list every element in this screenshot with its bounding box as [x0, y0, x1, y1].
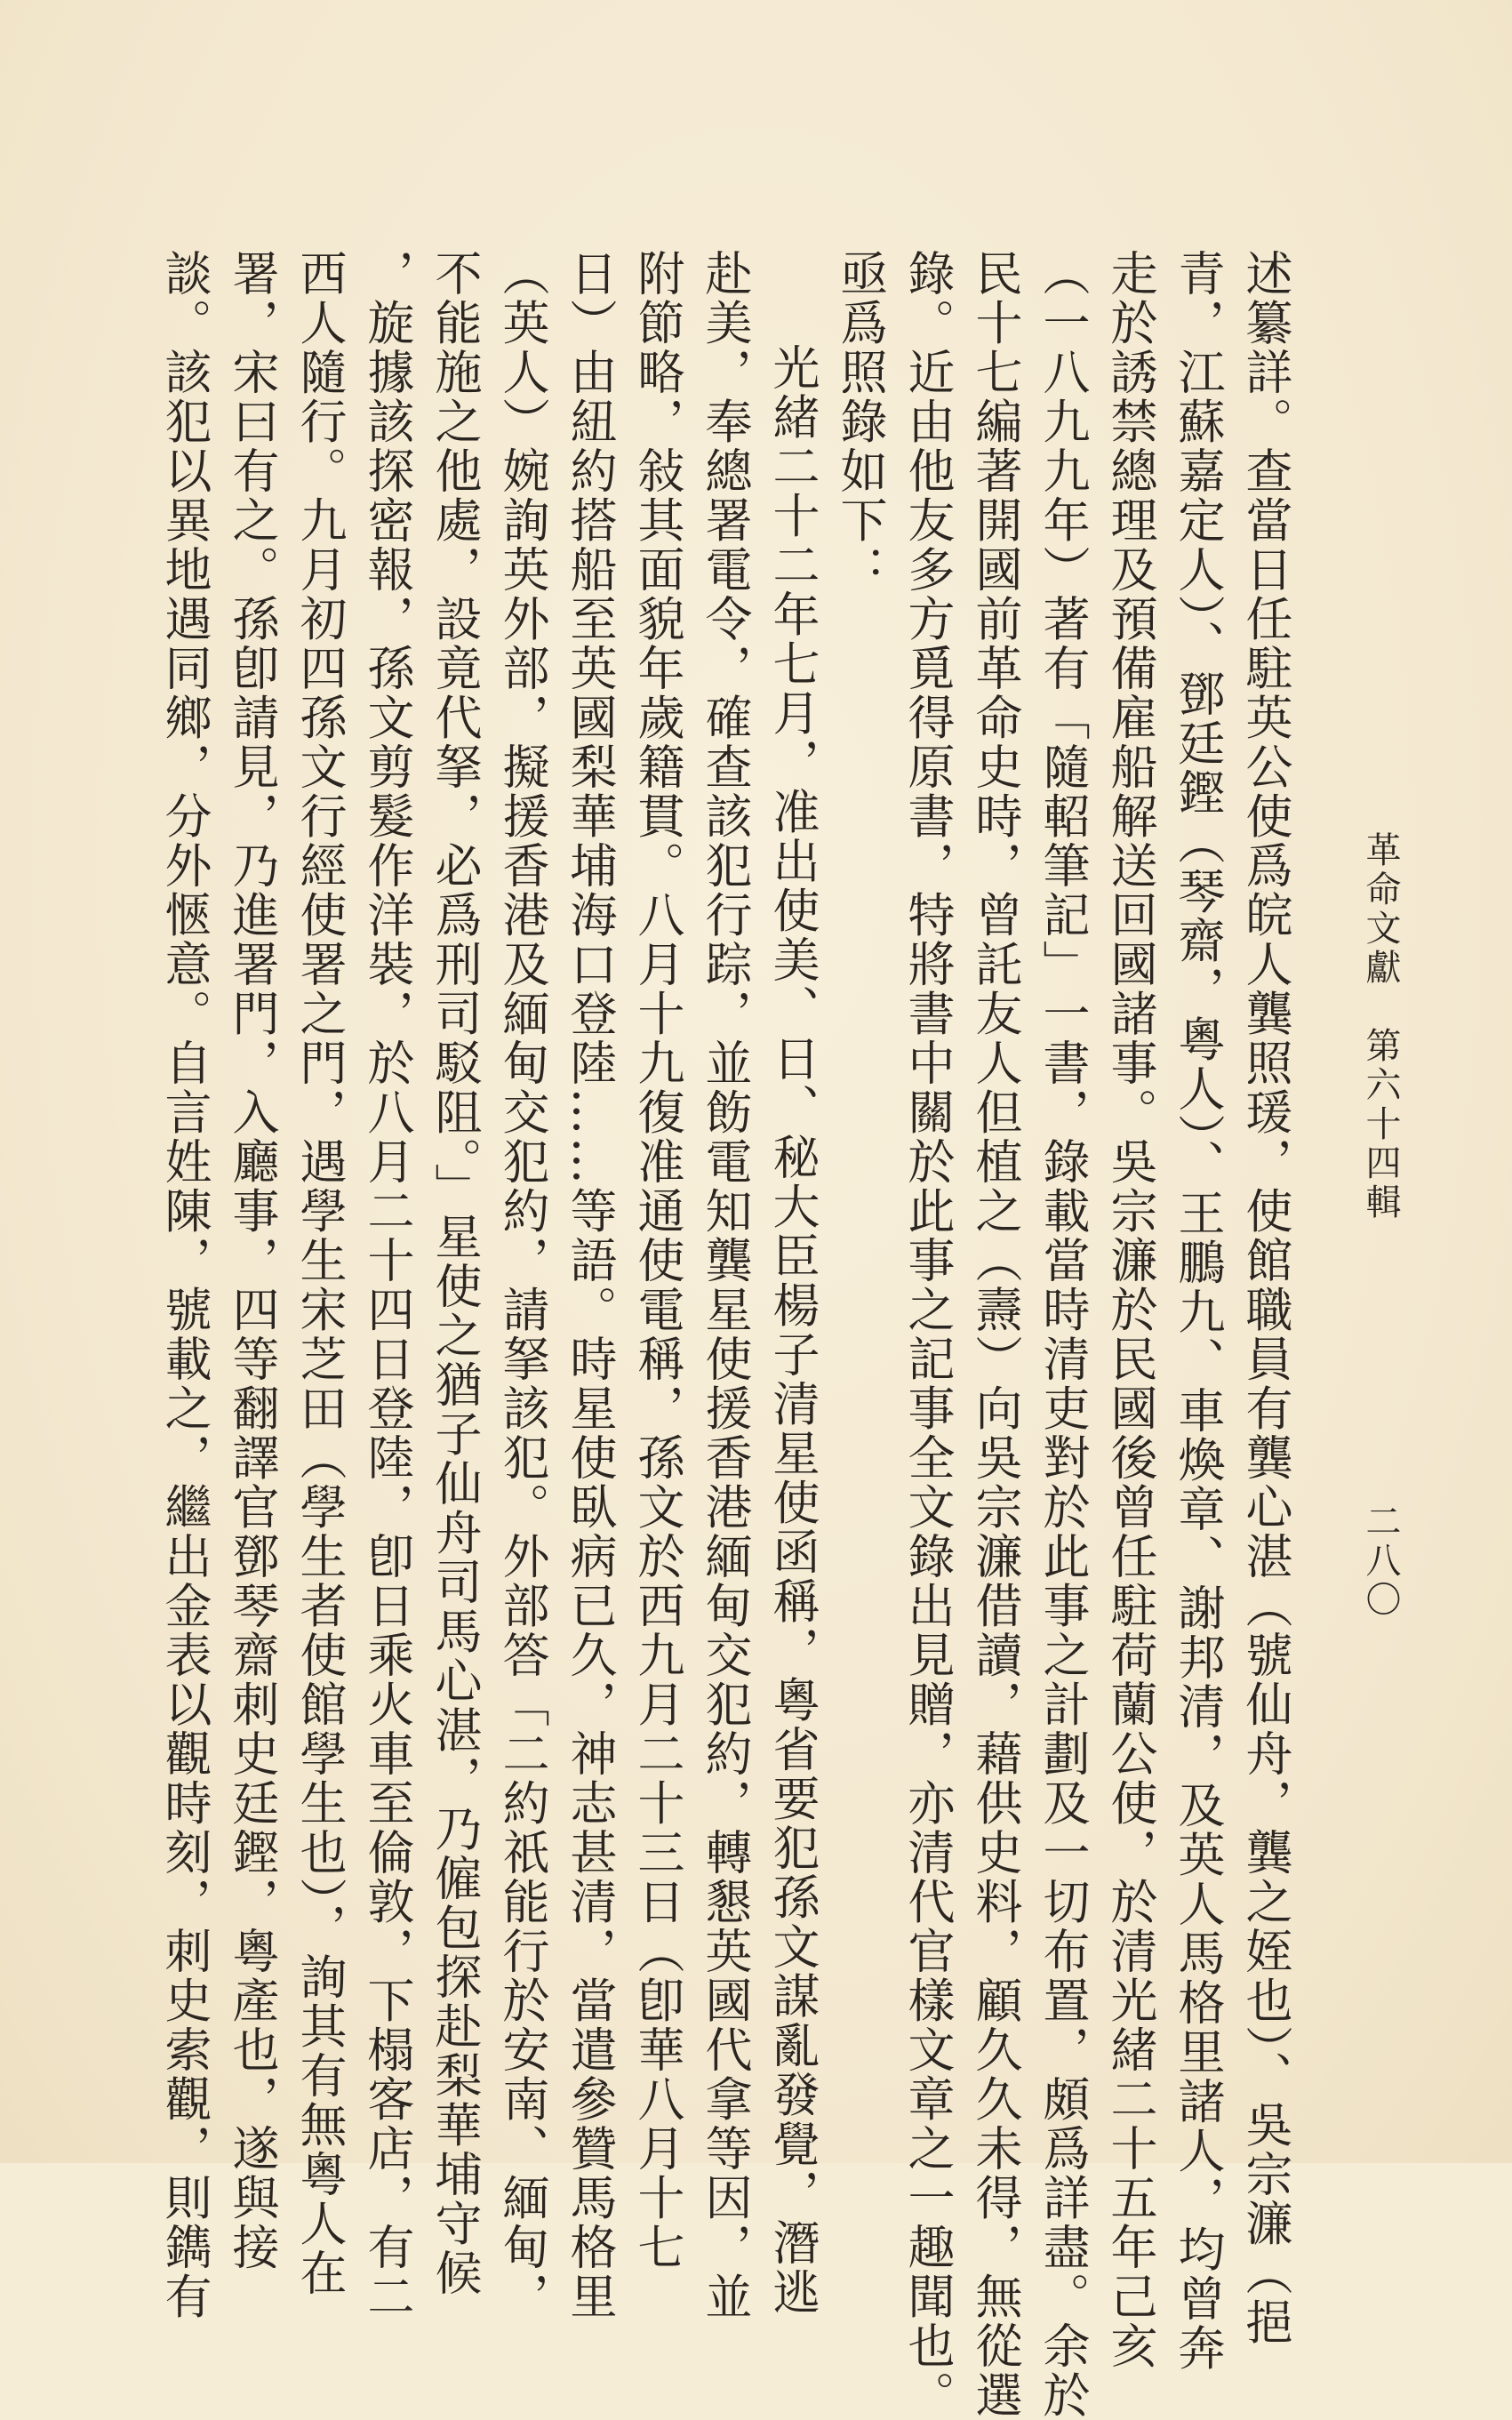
- running-header: 革命文獻 第六十四輯: [1360, 831, 1401, 1222]
- text-column: 赴美，奉總署電令，確查該犯行踪，並飭電知龔星使援香港緬甸交犯約，轉懇英國代拿等因，並: [698, 249, 752, 2321]
- text-column: （一八九九年）著有「隨軺筆記」一書，錄載當時清吏對於此事之計劃及一切布置，頗爲詳盡。余於: [1036, 249, 1090, 2420]
- body-text: [150, 249, 1299, 2420]
- text-column: 青，江蘇嘉定人）、鄧廷鏗（琴齋，粵人）、王鵬九、車煥章、謝邦清，及英人馬格里諸人，均曾奔: [1171, 249, 1225, 2373]
- text-column: 署，宋曰有之。孫卽請見，乃進署門，入廳事，四等翻譯官鄧琴齋刺史廷鏗，粵產也，遂與接: [225, 249, 279, 2272]
- text-column: 附節略，敍其面貌年歲籍貫。八月十九復准通使電稱，孫文於西九月二十三日（卽華八月十七: [630, 249, 684, 2272]
- text-column: 走於誘禁總理及預備雇船解送回國諸事。吳宗濂於民國後曾任駐荷蘭公使，於清光緒二十五年己亥: [1103, 249, 1157, 2371]
- text-column: 不能施之他處，設竟代拏，必爲刑司駁阻。」星使之猶子仙舟司馬心湛，乃僱包探赴梨華埔守候: [428, 249, 482, 2298]
- text-column: 西人隨行。九月初四孫文行經使署之門，遇學生宋芝田（學生者使館學生也），詢其有無粵人在: [292, 249, 347, 2298]
- text-column: 亟爲照錄如下：: [833, 249, 887, 595]
- text-column: 錄。近由他友多方覓得原書，特將書中關於此事之記事全文錄出見贈，亦清代官樣文章之一趣聞也。: [900, 249, 955, 2420]
- text-column: ，旋據該探密報，孫文剪髮作洋裝，於八月二十四日登陸，卽日乘火車至倫敦，下榻客店，有二: [360, 249, 414, 2321]
- text-column: 日）由紐約搭船至英國梨華埔海口登陸……等語。時星使臥病已久，神志甚清，當遣參贊馬格里: [563, 249, 617, 2321]
- text-column: 述纂詳。查當日任駐英公使爲皖人龔照瑗，使館職員有龔心湛（號仙舟，龔之姪也）、吳宗濂（挹: [1238, 249, 1292, 2347]
- text-column: 光緒二十二年七月，准出使美、日、秘大臣楊子清星使函稱，粵省要犯孫文謀亂發覺，潛逃: [765, 343, 820, 2317]
- page-number: 二八〇: [1360, 1502, 1401, 1620]
- text-column: 談。該犯以異地遇同鄉，分外愜意。自言姓陳，號載之，繼出金表以觀時刻，刺史索觀，則鐫有: [157, 249, 212, 2321]
- text-column: （英人）婉詢英外部，擬援香港及緬甸交犯約，請拏該犯。外部答「二約祇能行於安南、緬甸，: [495, 249, 549, 2321]
- text-column: 民十七編著開國前革命史時，曾託友人但植之（燾）向吳宗濂借讀，藉供史料，顧久久未得，無從選: [968, 249, 1022, 2420]
